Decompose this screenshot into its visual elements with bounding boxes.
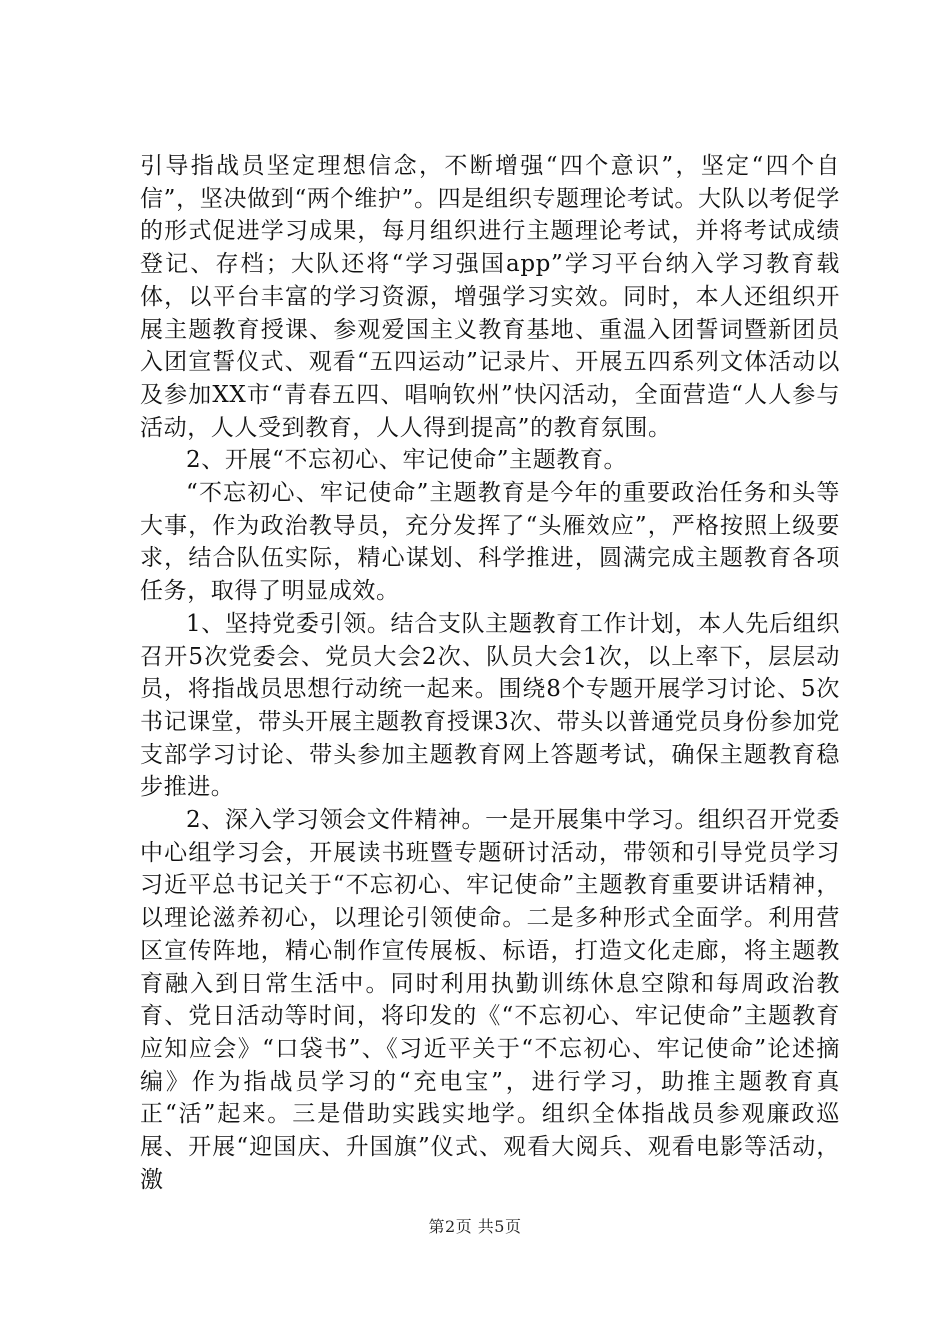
page-footer: 第2页 共5页 bbox=[428, 1217, 522, 1236]
paragraph-5: 2、深入学习领会文件精神。一是开展集中学习。组织召开党委中心组学习会，开展读书班暨专题研讨活动，带领和引导党员学习习近平总书记关于“不忘初心、牢记使命”主题教育重要讲话精神，以理论滋养初心，以理论引领使命。二是多种形式全面学。利用营区宣传阵地，精心制作宣传展板、标语，打造文化走廊，将主题教育融入到日常生活中。同时利用执勤训练休息空隙和每周政治教育、党日活动等时间，将印发的《“不忘初心、牢记使命”主题教育应知应会》“口袋书”、《习近平关于“不忘初心、牢记使命”论述摘编》作为指战员学习的“充电宝”，进行学习，助推主题教育真正“活”起来。三是借助实践实地学。组织全体指战员参观廉政巡展、开展“迎国庆、升国旗”仪式、观看大阅兵、观看电影等活动，激 bbox=[140, 807, 840, 1193]
paragraph-2-heading: 2、开展“不忘初心、牢记使命”主题教育。 bbox=[186, 447, 628, 474]
document-body bbox=[140, 150, 840, 1197]
paragraph-4: 1、坚持党委引领。结合支队主题教育工作计划，本人先后组织召开5次党委会、党员大会2次、队员大会1次，以上率下，层层动员，将指战员思想行动统一起来。围绕8个专题开展学习讨论、5次书记课堂，带头开展主题教育授课3次、带头以普通党员身份参加党支部学习讨论、带头参加主题教育网上答题考试，确保主题教育稳步推进。 bbox=[140, 610, 840, 801]
paragraph-3: “不忘初心、牢记使命”主题教育是今年的重要政治任务和头等大事，作为政治教导员，充分发挥了“头雁效应”，严格按照上级要求，结合队伍实际，精心谋划、科学推进，圆满完成主题教育各项任务，取得了明显成效。 bbox=[140, 480, 840, 605]
paragraph-1: 引导指战员坚定理想信念，不断增强“四个意识”，坚定“四个自信”，坚决做到“两个维护”。四是组织专题理论考试。大队以考促学的形式促进学习成果，每月组织进行主题理论考试，并将考试成绩登记、存档；大队还将“学习强国app”学习平台纳入学习教育载体，以平台丰富的学习资源，增强学习实效。同时，本人还组织开展主题教育授课、参观爱国主义教育基地、重温入团誓词暨新团员入团宣誓仪式、观看“五四运动”记录片、开展五四系列文体活动以及参加XX市“青春五四、唱响钦州”快闪活动，全面营造“人人参与活动，人人受到教育，人人得到提高”的教育氛围。 bbox=[140, 153, 840, 441]
